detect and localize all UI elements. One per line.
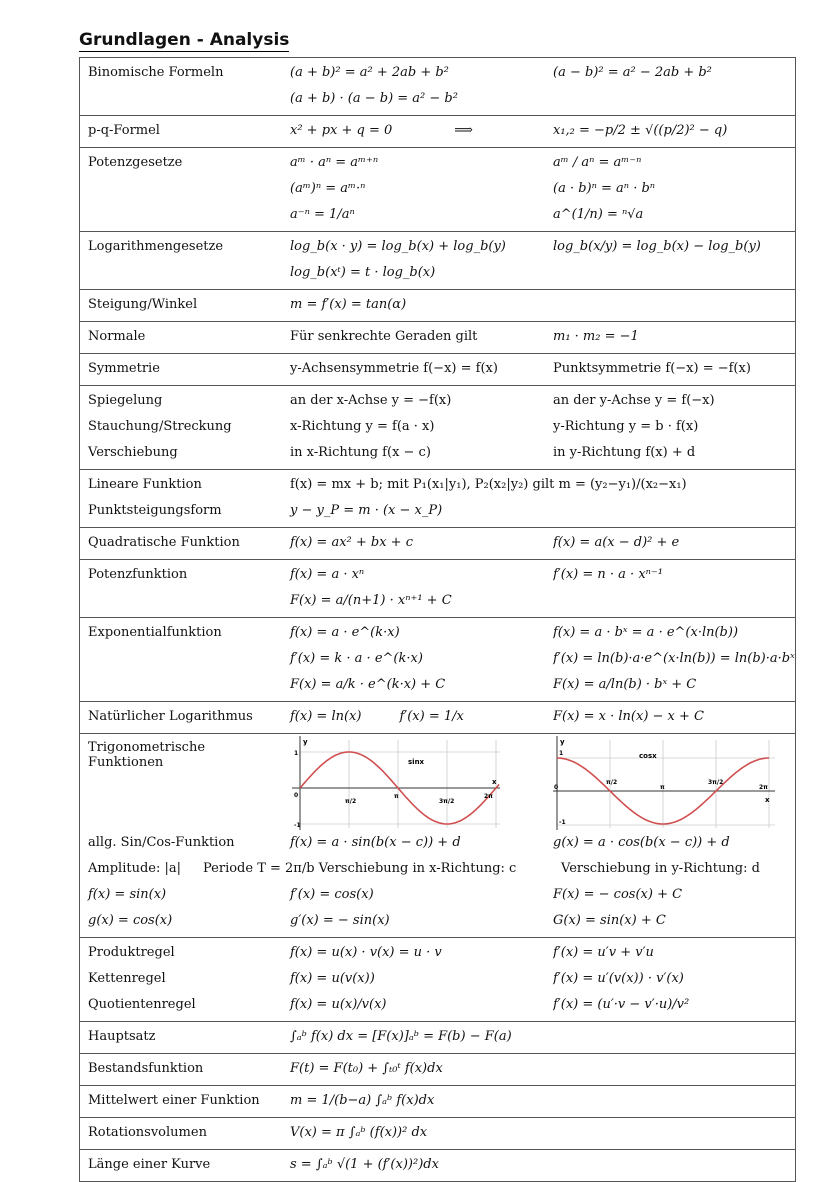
tick-label: 1	[559, 750, 564, 757]
formula: f(x) = a · bˣ = a · e^(x·ln(b))	[553, 626, 739, 640]
formula: G(x) = sin(x) + C	[553, 914, 666, 928]
formula: x-Richtung y = f(a · x)	[290, 419, 435, 434]
formula: s = ∫ₐᵇ √(1 + (f′(x))²)dx	[290, 1157, 439, 1172]
cosine-graph-svg	[553, 736, 775, 830]
table-row	[80, 736, 795, 830]
table-row	[80, 940, 795, 966]
formula-part: x² + px + q = 0	[290, 123, 393, 138]
row-label: Mittelwert einer Funktion	[88, 1093, 260, 1108]
row-label-line: Trigonometrische	[88, 740, 206, 755]
tick-label: π	[394, 793, 399, 800]
group-kurvenlaenge	[80, 1150, 795, 1181]
table-row	[80, 414, 795, 440]
formula: (a · b)ⁿ = aⁿ · bⁿ	[553, 182, 656, 196]
row-label: Produktregel	[88, 945, 175, 960]
tick-label: 0	[294, 792, 299, 799]
table-row	[80, 176, 795, 202]
formula-table	[79, 57, 796, 1182]
formula: an der y-Achse y = f(−x)	[553, 394, 715, 408]
tick-label: 0	[554, 784, 559, 791]
formula: f′(x) = u′(v(x)) · v′(x)	[553, 972, 684, 986]
table-row	[80, 202, 795, 228]
formula-part: f′(x) = 1/x	[399, 709, 464, 724]
formula: F(x) = a/k · e^(k·x) + C	[290, 677, 446, 692]
formula: m = 1/(b−a) ∫ₐᵇ f(x)dx	[290, 1093, 435, 1108]
formula: f(x) = a · xⁿ	[290, 567, 365, 582]
table-row	[80, 356, 795, 382]
row-label: Quotientenregel	[88, 997, 196, 1012]
row-label: Verschiebung	[88, 445, 178, 460]
row-label: Potenzfunktion	[88, 567, 188, 582]
group-ableitungsregeln	[80, 938, 795, 1022]
table-row	[80, 118, 795, 144]
table-row	[80, 530, 795, 556]
table-row	[80, 150, 795, 176]
formula: f(x) = u(v(x))	[290, 971, 375, 986]
table-row	[80, 562, 795, 588]
formula: in y-Richtung f(x) + d	[553, 446, 696, 460]
formula: V(x) = π ∫ₐᵇ (f(x))² dx	[290, 1125, 428, 1140]
tick-label: π	[660, 784, 665, 791]
formula: Punktsymmetrie f(−x) = −f(x)	[553, 362, 751, 376]
formula: log_b(x · y) = log_b(x) + log_b(y)	[290, 239, 506, 254]
formula: in x-Richtung f(x − c)	[290, 445, 431, 460]
table-row	[80, 588, 795, 614]
row-label: Potenzgesetze	[88, 155, 183, 170]
table-row	[80, 1024, 795, 1050]
x-axis-label: x	[765, 796, 770, 804]
row-label: Exponentialfunktion	[88, 625, 222, 640]
group-trigonometrische-funktionen	[80, 734, 795, 938]
table-row	[80, 324, 795, 350]
table-row	[80, 830, 795, 856]
table-row	[80, 234, 795, 260]
formula: log_b(x/y) = log_b(x) − log_b(y)	[553, 240, 761, 254]
formula: f(x) = u(x) · v(x) = u · v	[290, 945, 442, 960]
table-row	[80, 1120, 795, 1146]
formula: f′(x) = (u′·v − v′·u)/v²	[553, 998, 690, 1012]
formula: f′(x) = u′v + v′u	[553, 946, 654, 960]
row-label-line: Funktionen	[88, 755, 164, 770]
formula: F(x) = a/ln(b) · bˣ + C	[553, 678, 697, 692]
tick-label: 3π/2	[439, 798, 455, 805]
formula: aᵐ · aⁿ = aᵐ⁺ⁿ	[290, 155, 379, 170]
row-label: Logarithmengesetze	[88, 239, 224, 254]
tick-label: 2π	[759, 784, 768, 791]
row-label: Bestandsfunktion	[88, 1061, 204, 1076]
table-row	[80, 260, 795, 286]
table-row	[80, 60, 795, 86]
tick-label: 3π/2	[708, 779, 724, 786]
row-label: Binomische Formeln	[88, 65, 224, 80]
table-row	[80, 498, 795, 524]
sine-graph	[290, 736, 500, 830]
formula: f(x) = ax² + bx + c	[290, 535, 413, 550]
table-row	[80, 908, 795, 934]
tick-label: π/2	[606, 779, 618, 786]
row-label: Steigung/Winkel	[88, 297, 198, 312]
formula: a^(1/n) = ⁿ√a	[553, 208, 644, 222]
formula: f(x) = mx + b; mit P₁(x₁|y₁), P₂(x₂|y₂) gilt m = (y₂−y₁)/(x₂−x₁)	[290, 477, 687, 492]
row-label: Spiegelung	[88, 393, 163, 408]
formula: Verschiebung in y-Richtung: d	[561, 862, 760, 876]
row-label: Natürlicher Logarithmus	[88, 709, 253, 724]
group-binomische-formeln	[80, 58, 795, 116]
formula: an der x-Achse y = −f(x)	[290, 393, 452, 408]
group-steigung	[80, 290, 795, 322]
table-row	[80, 86, 795, 112]
x-axis-label: x	[492, 778, 497, 786]
row-label: Lineare Funktion	[88, 477, 202, 492]
row-label: f(x) = sin(x)	[88, 887, 167, 902]
group-potenzfunktion	[80, 560, 795, 618]
table-row	[80, 966, 795, 992]
row-label: Länge einer Kurve	[88, 1157, 211, 1172]
row-label: Stauchung/Streckung	[88, 419, 232, 434]
row-label: Kettenregel	[88, 971, 166, 986]
formula: a⁻ⁿ = 1/aⁿ	[290, 207, 355, 222]
formula: F(x) = − cos(x) + C	[553, 888, 683, 902]
formula: g′(x) = − sin(x)	[290, 913, 390, 928]
formula: m = f′(x) = tan(α)	[290, 297, 407, 312]
table-row	[80, 992, 795, 1018]
formula: log_b(xᵗ) = t · log_b(x)	[290, 265, 436, 280]
cosine-graph	[553, 736, 775, 830]
group-transformationen	[80, 386, 795, 470]
formula: f(x) = u(x)/v(x)	[290, 997, 387, 1012]
formula: m₁ · m₂ = −1	[553, 330, 639, 344]
formula: F(t) = F(t₀) + ∫ₜ₀ᵗ f(x)dx	[290, 1061, 443, 1076]
group-bestandsfunktion	[80, 1054, 795, 1086]
formula: y-Achsensymmetrie f(−x) = f(x)	[290, 361, 498, 376]
group-normale	[80, 322, 795, 354]
formula: (aᵐ)ⁿ = aᵐ·ⁿ	[290, 181, 366, 196]
group-rotationsvolumen	[80, 1118, 795, 1150]
row-label: g(x) = cos(x)	[88, 913, 173, 928]
table-row	[80, 1152, 795, 1178]
formula: F(x) = x · ln(x) − x + C	[553, 710, 704, 724]
formula: aᵐ / aⁿ = aᵐ⁻ⁿ	[553, 156, 642, 170]
formula: g(x) = a · cos(b(x − c)) + d	[553, 836, 730, 850]
y-axis-label: y	[303, 738, 308, 746]
table-row	[80, 704, 795, 730]
formula	[290, 710, 553, 724]
group-hauptsatz	[80, 1022, 795, 1054]
table-row	[80, 646, 795, 672]
row-label: Hauptsatz	[88, 1029, 156, 1044]
table-row	[80, 620, 795, 646]
row-label: Symmetrie	[88, 361, 160, 376]
row-label: Amplitude: |a|	[88, 861, 181, 876]
table-row	[80, 672, 795, 698]
page-title: Grundlagen - Analysis	[79, 30, 290, 50]
row-label: Rotationsvolumen	[88, 1125, 207, 1140]
row-label	[80, 736, 290, 770]
group-potenzgesetze	[80, 148, 795, 232]
table-row	[80, 440, 795, 466]
formula: x₁,₂ = −p/2 ± √((p/2)² − q)	[553, 124, 728, 138]
table-row	[80, 856, 795, 882]
graph-title: cosx	[639, 752, 657, 760]
formula: F(x) = a/(n+1) · xⁿ⁺¹ + C	[290, 593, 452, 608]
formula: (a − b)² = a² − 2ab + b²	[553, 66, 712, 80]
table-row	[80, 882, 795, 908]
row-label: p-q-Formel	[88, 123, 160, 138]
table-row	[80, 1056, 795, 1082]
row-label: Quadratische Funktion	[88, 535, 240, 550]
graph-title: sinx	[408, 758, 425, 766]
table-row	[80, 292, 795, 318]
row-label: Normale	[88, 329, 146, 344]
implies-arrow: ⟹	[454, 123, 473, 138]
formula: f′(x) = k · a · e^(k·x)	[290, 651, 423, 666]
group-lineare-funktion	[80, 470, 795, 528]
tick-label: 2π	[484, 793, 493, 800]
group-exponentialfunktion	[80, 618, 795, 702]
tick-label: -1	[294, 822, 301, 829]
group-symmetrie	[80, 354, 795, 386]
group-logarithmengesetze	[80, 232, 795, 290]
formula	[80, 862, 561, 876]
formula: (a + b)² = a² + 2ab + b²	[290, 65, 449, 80]
y-axis-label: y	[560, 738, 565, 746]
group-natuerlicher-logarithmus	[80, 702, 795, 734]
formula	[290, 124, 553, 138]
formula: f(x) = a · e^(k·x)	[290, 625, 400, 640]
table-row	[80, 472, 795, 498]
row-label: allg. Sin/Cos-Funktion	[88, 835, 235, 850]
group-pq-formel	[80, 116, 795, 148]
tick-label: π/2	[345, 798, 357, 805]
formula: y-Richtung y = b · f(x)	[553, 420, 699, 434]
table-row	[80, 1088, 795, 1114]
tick-label: 1	[294, 750, 299, 757]
formula-part: Periode T = 2π/b Verschiebung in x-Richtung: c	[203, 861, 517, 876]
sine-graph-svg	[290, 736, 500, 830]
formula: y − y_P = m · (x − x_P)	[290, 503, 443, 518]
formula: Für senkrechte Geraden gilt	[290, 329, 478, 344]
table-row	[80, 388, 795, 414]
group-mittelwert	[80, 1086, 795, 1118]
formula: f′(x) = cos(x)	[290, 887, 374, 902]
group-quadratische-funktion	[80, 528, 795, 560]
formula: f′(x) = ln(b)·a·e^(x·ln(b)) = ln(b)·a·bˣ	[553, 652, 795, 666]
tick-label: -1	[559, 819, 566, 826]
formula: ∫ₐᵇ f(x) dx = [F(x)]ₐᵇ = F(b) − F(a)	[290, 1029, 512, 1044]
formula: f′(x) = n · a · xⁿ⁻¹	[553, 568, 663, 582]
formula: f(x) = a · sin(b(x − c)) + d	[290, 835, 461, 850]
formula: f(x) = a(x − d)² + e	[553, 536, 680, 550]
formula-part: f(x) = ln(x)	[290, 709, 362, 724]
formula: (a + b) · (a − b) = a² − b²	[290, 91, 458, 106]
row-label: Punktsteigungsform	[88, 503, 222, 518]
